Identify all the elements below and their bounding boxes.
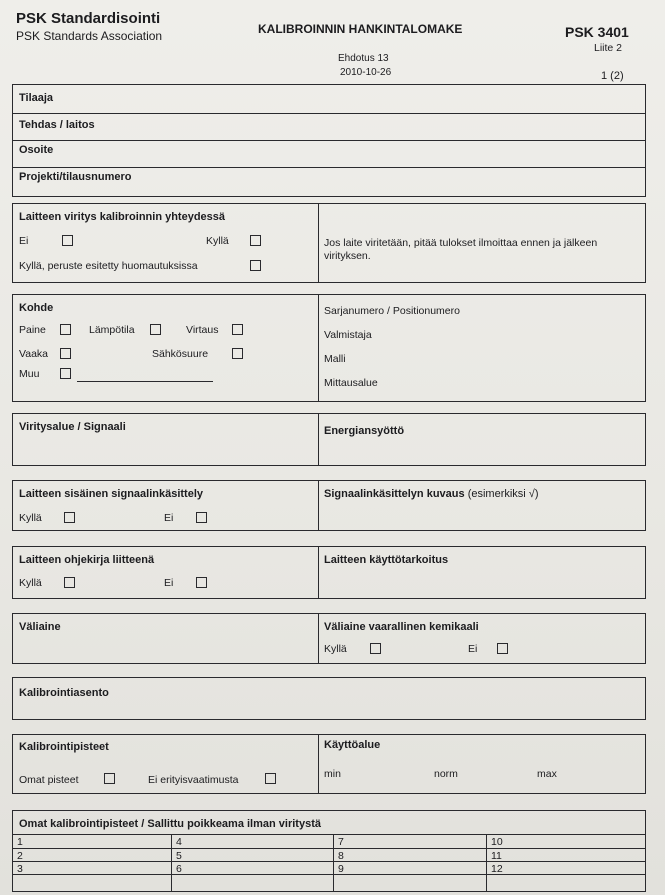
adjustment-no-checkbox[interactable]	[62, 235, 73, 246]
document-title: KALIBROINNIN HANKINTALOMAKE	[258, 22, 463, 36]
signal-processing-block	[12, 480, 646, 531]
table-cell[interactable]: 4	[176, 836, 182, 848]
divider	[318, 204, 319, 282]
scale-label: Vaaka	[19, 348, 48, 360]
no-requirement-label: Ei erityisvaatimusta	[148, 774, 239, 786]
processing-description-field[interactable]	[324, 488, 539, 500]
manufacturer-field[interactable]: Valmistaja	[324, 329, 372, 341]
processing-no-label: Ei	[164, 512, 174, 524]
hazard-no-label: Ei	[468, 643, 478, 655]
table-cell[interactable]: 9	[338, 863, 344, 875]
medium-block	[12, 613, 646, 664]
flow-label: Virtaus	[186, 324, 219, 336]
table-cell[interactable]: 1	[17, 836, 23, 848]
divider	[333, 834, 334, 891]
divider	[318, 735, 319, 793]
medium-title[interactable]: Väliaine	[19, 621, 61, 633]
medium-hazard-title: Väliaine vaarallinen kemikaali	[324, 621, 479, 633]
divider	[318, 295, 319, 401]
table-cell[interactable]: 7	[338, 836, 344, 848]
table-cell[interactable]: 11	[491, 850, 502, 862]
target-title: Kohde	[19, 302, 54, 314]
adjustment-note: Jos laite viritetään, pitää tulokset ilmoittaa ennen ja jälkeen virityksen.	[324, 237, 598, 262]
table-cell[interactable]: 8	[338, 850, 344, 862]
project-number-field[interactable]: Projekti/tilausnumero	[19, 171, 132, 183]
divider	[318, 481, 319, 530]
divider	[486, 834, 487, 891]
factory-field[interactable]: Tehdas / laitos	[19, 119, 95, 131]
manual-title: Laitteen ohjekirja liitteenä	[19, 554, 155, 566]
table-cell[interactable]: 5	[176, 850, 182, 862]
divider	[13, 113, 645, 114]
own-points-label: Omat pisteet	[19, 774, 79, 786]
usage-min-field[interactable]: min	[324, 768, 341, 780]
hazard-yes-checkbox[interactable]	[370, 643, 381, 654]
org-name: PSK Standardisointi	[16, 10, 161, 27]
table-cell[interactable]: 3	[17, 863, 23, 875]
divider	[13, 848, 645, 849]
power-supply-title[interactable]: Energiansyöttö	[324, 425, 405, 437]
divider	[13, 861, 645, 862]
table-cell[interactable]: 12	[491, 863, 503, 875]
divider	[318, 414, 319, 465]
pressure-label: Paine	[19, 324, 46, 336]
own-points-table	[12, 810, 646, 892]
proposal-label: Ehdotus 13	[338, 53, 389, 64]
intended-use-title[interactable]: Laitteen käyttötarkoitus	[324, 554, 449, 566]
signal-block	[12, 413, 646, 466]
divider	[13, 834, 645, 835]
table-cell[interactable]: 6	[176, 863, 182, 875]
appendix-label: Liite 2	[594, 42, 623, 54]
divider	[318, 614, 319, 663]
processing-no-checkbox[interactable]	[196, 512, 207, 523]
hazard-yes-label: Kyllä	[324, 643, 347, 655]
signal-title[interactable]: Viritysalue / Signaali	[19, 421, 126, 433]
divider	[13, 874, 645, 875]
usage-norm-field[interactable]: norm	[434, 768, 458, 780]
other-text-line[interactable]	[77, 381, 213, 382]
serial-number-field[interactable]: Sarjanumero / Positionumero	[324, 305, 460, 317]
calibration-points-block	[12, 734, 646, 794]
model-field[interactable]: Malli	[324, 353, 346, 365]
other-checkbox[interactable]	[60, 368, 71, 379]
hazard-no-checkbox[interactable]	[497, 643, 508, 654]
usage-range-title: Käyttöalue	[324, 739, 381, 751]
manual-yes-label: Kyllä	[19, 577, 42, 589]
adjustment-no-label: Ei	[19, 235, 29, 247]
customer-field[interactable]: Tilaaja	[19, 92, 54, 104]
adjustment-yes-reason-checkbox[interactable]	[250, 260, 261, 271]
divider	[171, 834, 172, 891]
processing-yes-checkbox[interactable]	[64, 512, 75, 523]
own-points-checkbox[interactable]	[104, 773, 115, 784]
divider	[318, 547, 319, 598]
electrical-checkbox[interactable]	[232, 348, 243, 359]
processing-description-hint: (esimerkiksi √)	[467, 488, 539, 500]
processing-yes-label: Kyllä	[19, 512, 42, 524]
divider	[13, 167, 645, 168]
processing-description-title: Signaalinkäsittelyn kuvaus	[324, 488, 465, 500]
adjustment-yes-checkbox[interactable]	[250, 235, 261, 246]
temperature-label: Lämpötila	[89, 324, 135, 336]
scale-checkbox[interactable]	[60, 348, 71, 359]
org-name-en: PSK Standards Association	[16, 29, 163, 43]
divider	[13, 140, 645, 141]
flow-checkbox[interactable]	[232, 324, 243, 335]
document-code: PSK 3401	[565, 24, 629, 40]
table-cell[interactable]: 2	[17, 850, 23, 862]
calibration-points-title: Kalibrointipisteet	[19, 741, 109, 753]
measurement-range-field[interactable]: Mittausalue	[324, 377, 378, 389]
usage-max-field[interactable]: max	[537, 768, 557, 780]
calibration-position-title[interactable]: Kalibrointiasento	[19, 687, 109, 699]
manual-no-checkbox[interactable]	[196, 577, 207, 588]
adjustment-block	[12, 203, 646, 283]
adjustment-yes-label: Kyllä	[206, 235, 229, 247]
own-points-table-title: Omat kalibrointipisteet / Sallittu poikkeama ilman viritystä	[19, 818, 321, 830]
electrical-label: Sähkösuure	[152, 348, 209, 360]
adjustment-yes-reason-label: Kyllä, peruste esitetty huomautuksissa	[19, 260, 198, 272]
no-requirement-checkbox[interactable]	[265, 773, 276, 784]
manual-yes-checkbox[interactable]	[64, 577, 75, 588]
page-number: 1 (2)	[601, 70, 624, 82]
pressure-checkbox[interactable]	[60, 324, 71, 335]
address-field[interactable]: Osoite	[19, 144, 54, 156]
signal-processing-title: Laitteen sisäinen signaalinkäsittely	[19, 488, 204, 500]
manual-block	[12, 546, 646, 599]
target-block	[12, 294, 646, 402]
table-cell[interactable]: 10	[491, 836, 503, 848]
manual-no-label: Ei	[164, 577, 174, 589]
calibration-position-block	[12, 677, 646, 720]
temperature-checkbox[interactable]	[150, 324, 161, 335]
date-label: 2010-10-26	[340, 67, 392, 78]
other-label: Muu	[19, 368, 40, 380]
adjustment-title: Laitteen viritys kalibroinnin yhteydessä	[19, 211, 226, 223]
customer-block	[12, 84, 646, 197]
